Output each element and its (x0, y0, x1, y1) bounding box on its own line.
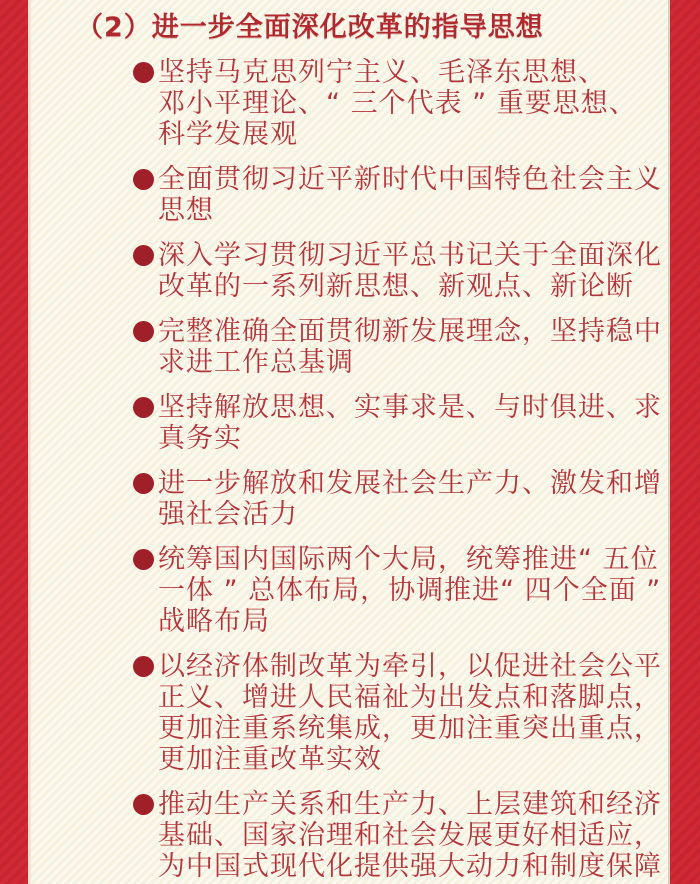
bullet-text-line: 真务实 (158, 423, 242, 454)
bullet-text-line: 正义、增进人民福祉为出发点和落脚点， (158, 682, 662, 713)
bullet-text-line: 战略布局 (158, 606, 270, 637)
bullet-text (158, 651, 662, 775)
bullet-text (158, 468, 662, 530)
list-item (133, 240, 662, 302)
bullet-text (158, 789, 662, 882)
bullet-icon (133, 62, 154, 83)
list-item (133, 544, 662, 637)
bullet-text (158, 544, 661, 637)
right-red-border (668, 0, 700, 884)
bullet-icon (133, 549, 154, 570)
page-title: （2）进一步全面深化改革的指导思想 (76, 12, 544, 43)
bullet-icon (133, 245, 154, 266)
bullet-icon (133, 321, 154, 342)
bullet-text-line: 改革的一系列新思想、新观点、新论断 (158, 271, 634, 302)
bullet-text (158, 392, 662, 454)
bullet-text (158, 316, 662, 378)
bullet-text-line: 坚持马克思列宁主义、毛泽东思想、 (158, 57, 606, 88)
bullet-text-line: 基础、国家治理和社会发展更好相适应， (158, 820, 662, 851)
list-item (133, 316, 662, 378)
list-item (133, 392, 662, 454)
bullet-text-line: 科学发展观 (158, 119, 298, 150)
bullet-text (158, 164, 662, 226)
list-item (133, 789, 662, 882)
bullet-text-line: 一体 ” 总体布局，协调推进“ 四个全面 ” (158, 575, 662, 606)
bullet-text-line: 坚持解放思想、实事求是、与时俱进、求 (158, 392, 662, 423)
content-area (31, 0, 668, 884)
bullet-text-line: 求进工作总基调 (158, 347, 354, 378)
bullet-icon (133, 397, 154, 418)
bullet-text-line: 邓小平理论、“ 三个代表 ” 重要思想、 (158, 88, 637, 119)
bullet-text-line: 推动生产关系和生产力、上层建筑和经济 (158, 789, 662, 820)
bullet-text-line: 完整准确全面贯彻新发展理念，坚持稳中 (158, 316, 662, 347)
list-item (133, 651, 662, 775)
bullet-text-line: 强社会活力 (158, 499, 298, 530)
bullet-list (133, 57, 662, 882)
list-item (133, 57, 658, 150)
list-item (133, 468, 662, 530)
bullet-text-line: 更加注重系统集成，更加注重突出重点， (158, 713, 662, 744)
bullet-icon (133, 169, 154, 190)
bullet-icon (133, 473, 154, 494)
left-red-border (0, 0, 31, 884)
bullet-icon (133, 794, 154, 815)
bullet-text (158, 57, 637, 150)
bullet-text-line: 全面贯彻习近平新时代中国特色社会主义 (158, 164, 662, 195)
bullet-text-line: 统筹国内国际两个大局，统筹推进“ 五位 (158, 544, 659, 575)
bullet-text-line: 深入学习贯彻习近平总书记关于全面深化 (158, 240, 662, 271)
bullet-text-line: 进一步解放和发展社会生产力、激发和增 (158, 468, 662, 499)
bullet-text-line: 为中国式现代化提供强大动力和制度保障 (158, 851, 662, 882)
bullet-text-line: 思想 (158, 195, 214, 226)
list-item (133, 164, 662, 226)
bullet-text-line: 更加注重改革实效 (158, 744, 382, 775)
bullet-icon (133, 656, 154, 677)
bullet-text-line: 以经济体制改革为牵引，以促进社会公平 (158, 651, 662, 682)
bullet-text (158, 240, 662, 302)
